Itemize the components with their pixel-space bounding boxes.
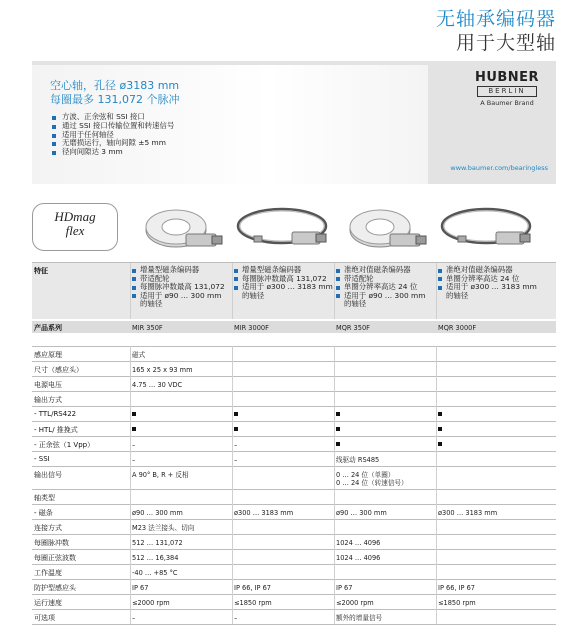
feature-item: 的轴径 <box>446 290 469 300</box>
feature-item: 适用于 ø90 … 300 mm <box>132 292 225 301</box>
hero-headline-2: 每圈最多 131,072 个脉冲 <box>50 93 180 106</box>
hubner-logo <box>468 71 546 119</box>
feature-item: 每圈脉冲数最高 131,072 <box>234 275 333 284</box>
page-subtitle: 用于大型轴 <box>455 32 556 54</box>
hero-bullet-list <box>52 113 174 157</box>
spec-value: – <box>234 456 238 464</box>
row-label: 尺寸（感应头） <box>34 366 83 374</box>
spec-value: 1024 … 4096 <box>336 554 381 562</box>
feature-item: 增量型磁条编码器 <box>132 266 225 275</box>
feature-list-mqr3000f <box>438 266 537 300</box>
spec-value: ø300 … 3183 mm <box>234 509 294 517</box>
row-label: 防护型感应头 <box>34 584 76 592</box>
checkmark-square-icon <box>234 427 238 431</box>
spec-value: 1024 … 4096 <box>336 539 381 547</box>
feature-list-mqr350f <box>336 266 425 309</box>
row-label: 运行速度 <box>34 599 62 607</box>
spec-value: ø90 … 300 mm <box>132 509 183 517</box>
feature-item: 每圈脉冲数最高 131,072 <box>132 283 225 292</box>
checkmark-square-icon <box>336 412 340 416</box>
spec-value: – <box>132 456 136 464</box>
page-title: 无轴承编码器 <box>435 8 556 30</box>
row-label: - 磁条 <box>34 509 53 517</box>
ring-encoder-image <box>336 200 434 260</box>
feature-item: 单圈分辨率高达 24 位 <box>438 275 537 284</box>
spec-value: IP 67 <box>132 584 149 592</box>
column-divider <box>436 346 437 624</box>
feature-item: 适用于 ø90 … 300 mm <box>336 292 425 301</box>
spec-value: IP 66, IP 67 <box>234 584 272 592</box>
logo-brand: A Baumer Brand <box>480 99 534 107</box>
series-name: MIR 3000F <box>234 324 269 332</box>
series-name: MIR 350F <box>132 324 163 332</box>
spec-value: 线驱动 RS485 <box>336 456 380 464</box>
spec-value: A 90° B, R + 反相 <box>132 471 189 479</box>
spec-value: 0 … 24 位（单圈） <box>336 471 395 479</box>
spec-value: ≤1850 rpm <box>234 599 272 607</box>
spec-value: IP 67 <box>336 584 353 592</box>
row-label: - HTL/ 推挽式 <box>34 426 78 434</box>
spec-value: 额外的增量信号 <box>336 614 383 622</box>
spec-value: – <box>132 614 136 622</box>
spec-value: ø90 … 300 mm <box>336 509 387 517</box>
spec-value: 165 x 25 x 93 mm <box>132 366 193 374</box>
checkmark-square-icon <box>438 427 442 431</box>
row-label: - 正余弦（1 Vpp） <box>34 441 95 449</box>
spec-value: ≤1850 rpm <box>438 599 476 607</box>
feature-item: 适用于 ø300 … 3183 mm <box>438 283 537 292</box>
feature-item: 带适配轮 <box>132 275 225 284</box>
spec-value: – <box>234 614 238 622</box>
row-label: 每圈正弦波数 <box>34 554 76 562</box>
hero-bullet: 无磨损运行，轴向间隙 ±5 mm <box>52 139 174 148</box>
tape-encoder-image <box>234 200 332 260</box>
checkmark-square-icon <box>438 412 442 416</box>
feature-list-mir3000f <box>234 266 333 300</box>
spec-value: M23 法兰接头、切向 <box>132 524 195 532</box>
spec-value: – <box>234 441 238 449</box>
spec-value: IP 66, IP 67 <box>438 584 476 592</box>
feature-item: 的轴径 <box>242 290 265 300</box>
feature-list-mir350f <box>132 266 225 309</box>
product-family-badge <box>32 203 118 251</box>
hero-bullet: 方波、正余弦和 SSI 接口 <box>52 113 174 122</box>
column-divider <box>334 346 335 624</box>
hero-headline-1: 空心轴，孔径 ø3183 mm <box>50 79 180 92</box>
row-label: 输出信号 <box>34 471 62 479</box>
row-label: 特征 <box>34 267 48 275</box>
column-divider <box>130 346 131 624</box>
checkmark-square-icon <box>132 427 136 431</box>
logo-name: HUBNER <box>474 70 540 85</box>
hero-bullet: 通过 SSI 接口传输位置和转速信号 <box>52 122 174 131</box>
badge-line-2: flex <box>65 223 85 238</box>
feature-item: 的轴径 <box>140 299 163 309</box>
spec-value: ≤2000 rpm <box>336 599 374 607</box>
spec-value: – <box>132 441 136 449</box>
feature-item: 单圈分辨率高达 24 位 <box>336 283 425 292</box>
row-label: - TTL/RS422 <box>34 410 77 418</box>
feature-item: 增量型磁条编码器 <box>234 266 333 275</box>
ring-encoder-image <box>132 200 230 260</box>
row-label: 工作温度 <box>34 569 62 577</box>
hero-bullet: 径向间隙达 3 mm <box>52 148 174 157</box>
row-label: 电源电压 <box>34 381 62 389</box>
feature-item: 准绝对值磁条编码器 <box>336 266 425 275</box>
logo-city: BERLIN <box>477 86 537 97</box>
spec-value: ø300 … 3183 mm <box>438 509 498 517</box>
checkmark-square-icon <box>336 442 340 446</box>
spec-value: 4.75 … 30 VDC <box>132 381 183 389</box>
checkmark-square-icon <box>438 442 442 446</box>
row-label: 产品系列 <box>34 324 62 332</box>
row-label: - SSI <box>34 455 50 463</box>
row-label: 连接方式 <box>34 524 62 532</box>
series-row <box>32 321 556 333</box>
spec-value: 磁式 <box>132 351 146 359</box>
checkmark-square-icon <box>234 412 238 416</box>
feature-item: 的轴径 <box>344 299 367 309</box>
spec-value: 512 … 16,384 <box>132 554 179 562</box>
badge-line-1: HDmag <box>54 209 96 224</box>
feature-item: 适用于 ø300 … 3183 mm <box>234 283 333 292</box>
row-label: 可选项 <box>34 614 55 622</box>
column-divider <box>232 346 233 624</box>
spec-value: 0 … 24 位（转速信号） <box>336 479 408 487</box>
hero-bullet: 适用于任何轴径 <box>52 131 174 140</box>
tape-encoder-image <box>438 200 536 260</box>
spec-value: 512 … 131,072 <box>132 539 183 547</box>
row-label: 轴类型 <box>34 494 55 502</box>
feature-item: 带适配轮 <box>336 275 425 284</box>
spec-value: ≤2000 rpm <box>132 599 170 607</box>
row-label: 感应原理 <box>34 351 62 359</box>
checkmark-square-icon <box>132 412 136 416</box>
row-label: 每圈脉冲数 <box>34 539 69 547</box>
series-name: MQR 350F <box>336 324 370 332</box>
website-link[interactable]: www.baumer.com/bearingless <box>450 164 548 172</box>
series-name: MQR 3000F <box>438 324 477 332</box>
spec-value: -40 … +85 °C <box>132 569 178 577</box>
checkmark-square-icon <box>336 427 340 431</box>
row-label: 输出方式 <box>34 396 62 404</box>
feature-item: 准绝对值磁条编码器 <box>438 266 537 275</box>
